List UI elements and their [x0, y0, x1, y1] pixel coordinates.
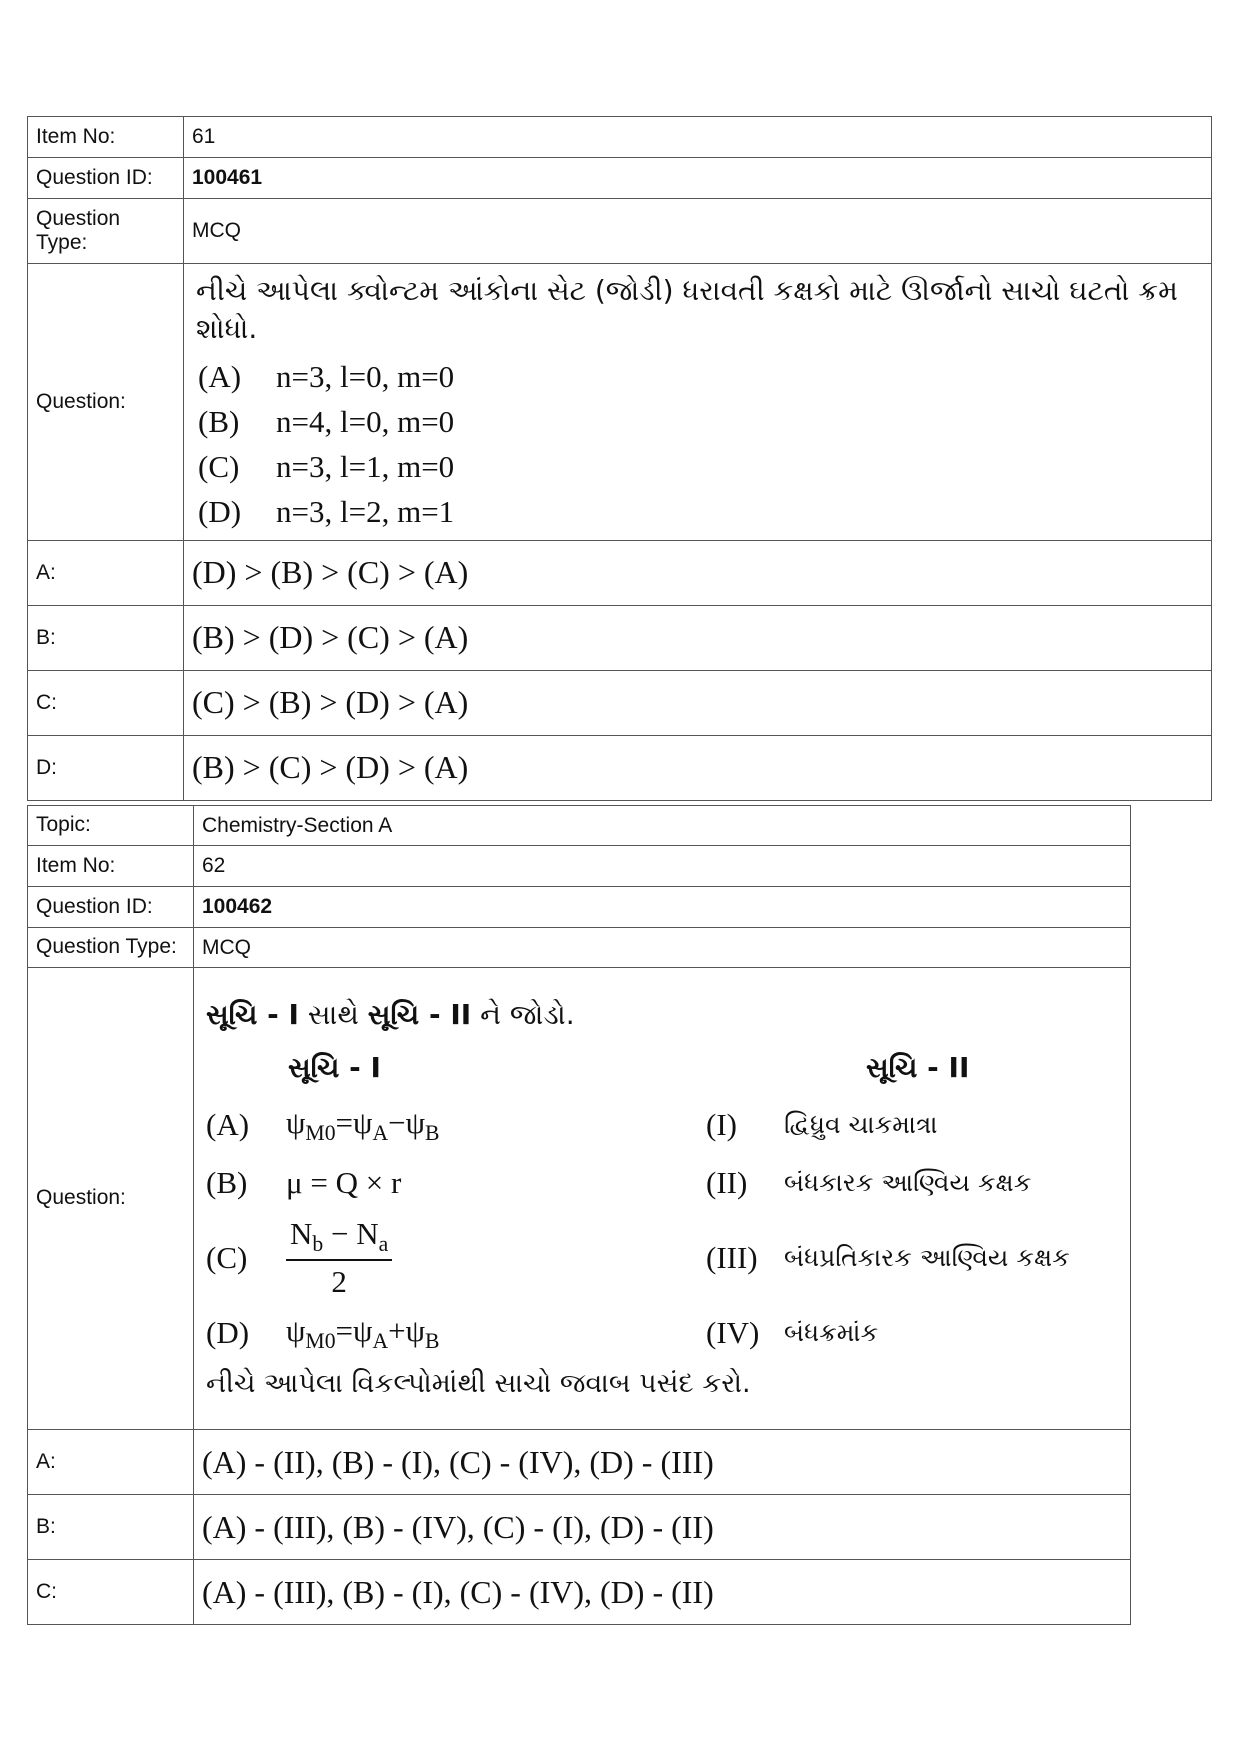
match-headers — [206, 1040, 1120, 1096]
question-option — [198, 444, 1203, 489]
answer-b-label: B: — [28, 1495, 194, 1560]
answer-a-text: (D) > (B) > (C) > (A) — [184, 540, 1212, 605]
item-no-row — [28, 846, 1131, 887]
question-id-row — [28, 887, 1131, 928]
question-type-label: Question Type: — [28, 199, 184, 264]
answer-a-row — [28, 540, 1212, 605]
row-term: દ્વિધ્રુવ ચાકમાત્રા — [784, 1110, 938, 1140]
match-question — [202, 988, 1122, 1408]
question-option — [198, 489, 1203, 534]
question-id-value: 100462 — [194, 887, 1131, 928]
answer-a-label: A: — [28, 540, 184, 605]
answer-b-label: B: — [28, 605, 184, 670]
match-instruction: નીચે આપેલા વિકલ્પોમાંથી સાચો જવાબ પસંદ કરો. — [206, 1368, 751, 1400]
question-type-label: Question Type: — [28, 928, 194, 968]
topic-value: Chemistry-Section A — [194, 806, 1131, 846]
answer-b-text: (A) - (III), (B) - (IV), (C) - (I), (D) - (II) — [194, 1495, 1131, 1560]
option-text: n=4, l=0, m=0 — [276, 403, 455, 439]
answer-c-row — [28, 1560, 1131, 1625]
row-key: (A) — [206, 1107, 250, 1143]
option-text: n=3, l=1, m=0 — [276, 448, 455, 484]
answer-b-row — [28, 605, 1212, 670]
row-key-2: (IV) — [706, 1315, 760, 1351]
option-text: n=3, l=0, m=0 — [276, 358, 455, 394]
row-term: બંધક્રમાંક — [784, 1318, 879, 1348]
question-id-value: 100461 — [184, 158, 1212, 199]
answer-c-text: (A) - (III), (B) - (I), (C) - (IV), (D) - (II) — [194, 1560, 1131, 1625]
row-term: બંધકારક આણ્વિય કક્ષક — [784, 1168, 1032, 1198]
match-title-list1: સૂચિ - I — [206, 998, 299, 1032]
list-1-header: સૂચિ - I — [288, 1051, 381, 1085]
question-type-row — [28, 199, 1212, 264]
question-type-value: MCQ — [184, 199, 1212, 264]
answer-b-row — [28, 1495, 1131, 1560]
match-title-with: સાથે — [307, 998, 359, 1032]
option-key: (D) — [198, 493, 242, 529]
item-no-label: Item No: — [28, 117, 184, 158]
equation-a: $\psi_{M0}=\psi_A-\psi_B$ — [286, 1104, 440, 1146]
answer-a-text: (A) - (II), (B) - (I), (C) - (IV), (D) - (III) — [194, 1430, 1131, 1495]
item-no-value: 61 — [184, 117, 1212, 158]
answer-d-label: D: — [28, 735, 184, 800]
row-term: બંધપ્રતિકારક આણ્વિય કક્ષક — [784, 1243, 1070, 1273]
answer-c-text: (C) > (B) > (D) > (A) — [184, 670, 1212, 735]
answer-d-text: (B) > (C) > (D) > (A) — [184, 735, 1212, 800]
question-61-table — [27, 116, 1212, 801]
list-2-header: સૂચિ - II — [866, 1051, 970, 1085]
question-id-label: Question ID: — [28, 887, 194, 928]
row-key: (B) — [206, 1165, 248, 1201]
row-key: (C) — [206, 1240, 248, 1276]
question-content — [194, 968, 1131, 1430]
item-no-label: Item No: — [28, 846, 194, 887]
answer-a-label: A: — [28, 1430, 194, 1495]
item-no-value: 62 — [194, 846, 1131, 887]
match-row-a — [206, 1096, 1120, 1154]
match-row-d — [206, 1304, 1120, 1362]
row-key: (D) — [206, 1315, 250, 1351]
answer-c-label: C: — [28, 670, 184, 735]
bond-order-fraction: $\frac{N_b - N_a}{2}$ — [286, 1213, 392, 1303]
answer-c-label: C: — [28, 1560, 194, 1625]
question-option — [198, 399, 1203, 444]
option-key: (B) — [198, 403, 240, 439]
match-title-list2: સૂચિ - II — [367, 998, 472, 1032]
question-options — [192, 354, 1203, 540]
equation-b: μ = Q × r — [286, 1165, 402, 1201]
option-key: (C) — [198, 448, 240, 484]
match-title — [206, 996, 1120, 1034]
question-type-row — [28, 928, 1131, 968]
item-no-row — [28, 117, 1212, 158]
option-key: (A) — [198, 358, 242, 394]
answer-a-row — [28, 1430, 1131, 1495]
answer-c-row — [28, 670, 1212, 735]
question-stem: નીચે આપેલા ક્વોન્ટમ આંકોના સેટ (જોડી) ધરાવતી કક્ષકો માટે ઊર્જાનો સાચો ઘટતો ક્રમ શોધો. — [196, 274, 1178, 345]
row-key-2: (III) — [706, 1240, 758, 1276]
question-label: Question: — [28, 264, 184, 541]
row-key-2: (I) — [706, 1107, 737, 1143]
equation-c — [286, 1213, 706, 1303]
row-key-2: (II) — [706, 1165, 748, 1201]
question-id-label: Question ID: — [28, 158, 184, 199]
question-option — [198, 354, 1203, 399]
topic-row — [28, 806, 1131, 846]
match-title-join: ને જોડો. — [480, 998, 575, 1032]
answer-d-row — [28, 735, 1212, 800]
equation-d: $\psi_{M0}=\psi_A+\psi_B$ — [286, 1312, 440, 1354]
question-type-value: MCQ — [194, 928, 1131, 968]
match-row-b — [206, 1154, 1120, 1212]
question-row — [28, 968, 1131, 1430]
topic-label: Topic: — [28, 806, 194, 846]
question-content — [184, 264, 1212, 541]
option-text: n=3, l=2, m=1 — [276, 493, 455, 529]
question-62-table — [27, 805, 1131, 1625]
match-row-c — [206, 1212, 1120, 1304]
answer-b-text: (B) > (D) > (C) > (A) — [184, 605, 1212, 670]
question-label: Question: — [28, 968, 194, 1430]
question-row — [28, 264, 1212, 541]
question-id-row — [28, 158, 1212, 199]
